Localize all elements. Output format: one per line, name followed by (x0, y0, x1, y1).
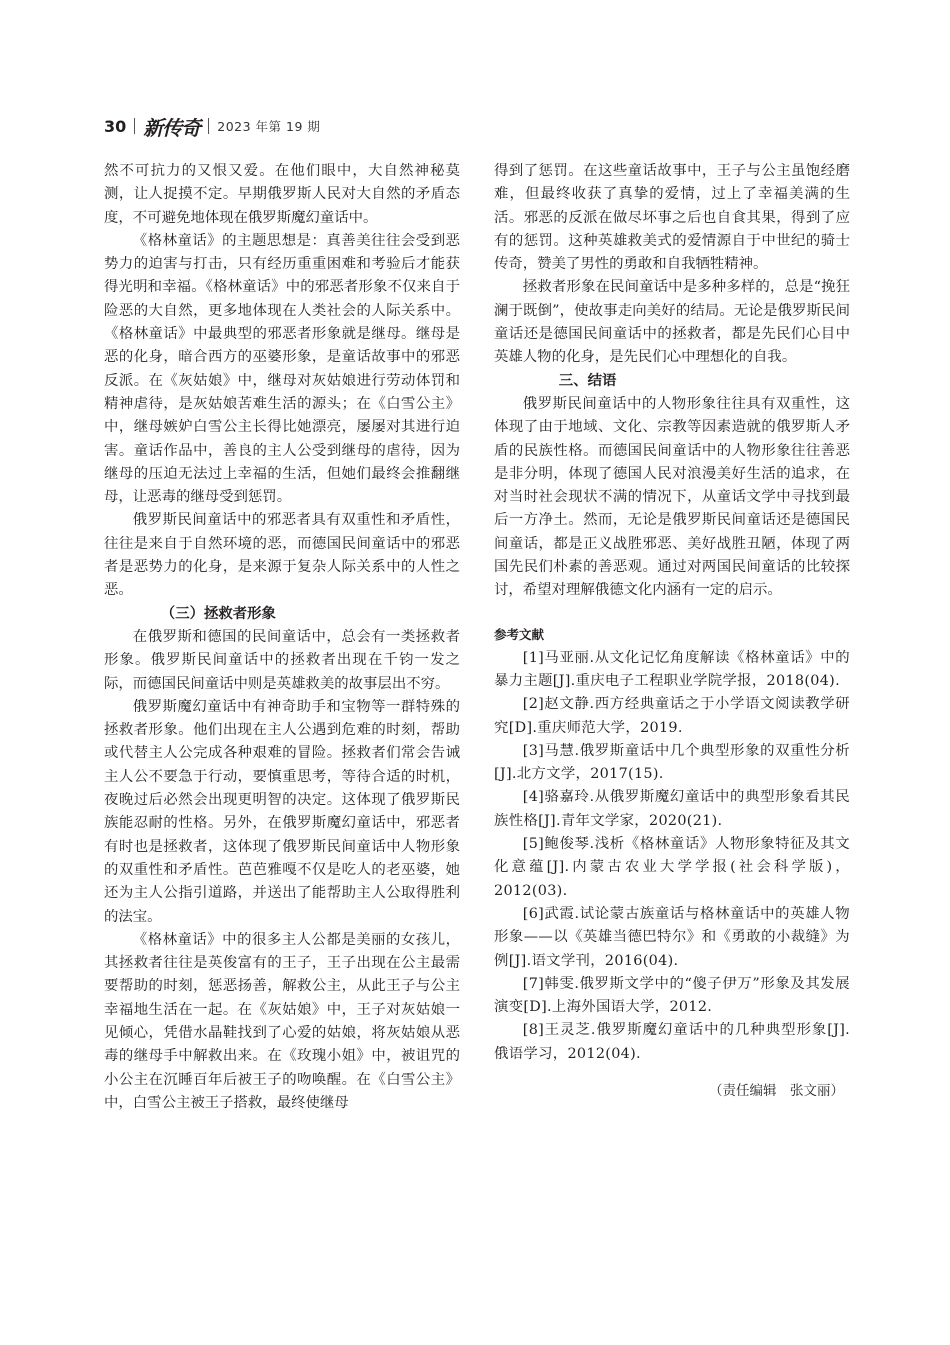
body-paragraph: 《格林童话》的主题思想是：真善美往往会受到恶势力的迫害与打击，只有经历重重困难和考验后才能获得光明和幸福。《格林童话》中的邪恶者形象不仅来自于险恶的大自然，更多地体现在人类社会的人际关系中。《格林童话》中最典型的邪恶者形象就是继母。继母是恶的化身，暗合西方的巫婆形象，是童话故事中的邪恶反派。在《灰姑娘》中，继母对灰姑娘进行劳动体罚和精神虐待，是灰姑娘苦难生活的源头；在《白雪公主》中，继母嫉妒白雪公主长得比她漂亮，屡屡对其进行迫害。童话作品中，善良的主人公受到继母的虐待，因为继母的压迫无法过上幸福的生活，但她们最终会推翻继母，让恶毒的继母受到惩罚。 (104, 232, 460, 506)
page-header (104, 111, 320, 141)
reference-item: [1]马亚丽.从文化记忆角度解读《格林童话》中的暴力主题[J].重庆电子工程职业学院学报，2018(04). (494, 649, 850, 689)
issue-label: 2023 年第 19 期 (217, 119, 321, 134)
body-paragraph: 俄罗斯魔幻童话中有神奇助手和宝物等一群特殊的拯救者形象。他们出现在主人公遇到危难的时刻，帮助或代替主人公完成各种艰难的冒险。拯救者们常会告诫主人公不要急于行动，要慎重思考，等待合适的时机，夜晚过后必然会出现更明智的决定。这体现了俄罗斯民族能忍耐的性格。另外，在俄罗斯魔幻童话中，邪恶者有时也是拯救者，这体现了俄罗斯民间童话中人物形象的双重性和矛盾性。芭芭雅嘎不仅是吃人的老巫婆，她还为主人公指引道路，并送出了能帮助主人公取得胜利的法宝。 (104, 698, 460, 925)
body-paragraph: 俄罗斯民间童话中的人物形象往往具有双重性，这体现了由于地域、文化、宗教等因素造就的俄罗斯人矛盾的民族性格。而德国民间童话中的人物形象往往善恶是非分明，体现了德国人民对浪漫美好生活的追求，在对当时社会现状不满的情况下，从童话文学中寻找到最后一方净土。然而，无论是俄罗斯民间童话还是德国民间童话，都是正义战胜邪恶、美好战胜丑陋，体现了两国先民们朴素的善恶观。通过对两国民间童话的比较探讨，希望对理解俄德文化内涵有一定的启示。 (494, 395, 850, 599)
reference-item: [8]王灵芝.俄罗斯魔幻童话中的几种典型形象[J].俄语学习，2012(04). (494, 1022, 850, 1062)
body-paragraph: 在俄罗斯和德国的民间童话中，总会有一类拯救者形象。俄罗斯民间童话中的拯救者出现在千钧一发之际，而德国民间童话中则是英雄救美的故事层出不穷。 (104, 628, 460, 692)
body-paragraph: 拯救者形象在民间童话中是多种多样的，总是“挽狂澜于既倒”，使故事走向美好的结局。无论是俄罗斯民间童话还是德国民间童话中的拯救者，都是先民们心目中英雄人物的化身，是先民们心中理想化的自我。 (494, 279, 850, 366)
body-paragraph: 《格林童话》中的很多主人公都是美丽的女孩儿，其拯救者往往是英俊富有的王子，王子出现在公主最需要帮助的时刻，惩恶扬善，解救公主，从此王子与公主幸福地生活在一起。在《灰姑娘》中，王子对灰姑娘一见倾心，凭借水晶鞋找到了心爱的姑娘，将灰姑娘从恶毒的继母手中解救出来。在《玫瑰小姐》中，被诅咒的小公主在沉睡百年后被王子的吻唤醒。在《白雪公主》中，白雪公主被王子搭救，最终使继母 (104, 931, 460, 1111)
body-paragraph: 俄罗斯民间童话中的邪恶者具有双重性和矛盾性，往往是来自于自然环境的恶，而德国民间童话中的邪恶者是恶势力的化身，是来源于复杂人际关系中的人性之恶。 (104, 512, 460, 599)
left-column (104, 160, 460, 1115)
magazine-logo: 新传奇 (143, 115, 201, 140)
reference-item: [6]武霞.试论蒙古族童话与格林童话中的英雄人物形象——以《英雄当德巴特尔》和《勇敢的小裁缝》为例[J].语文学刊，2016(04). (494, 905, 850, 969)
right-column (494, 160, 850, 1102)
header-divider (134, 118, 135, 134)
page-number: 30 (104, 116, 127, 136)
section-heading: 三、结语 (558, 372, 617, 389)
body-paragraph: 然不可抗力的又恨又爱。在他们眼中，大自然神秘莫测，让人捉摸不定。早期俄罗斯人民对大自然的矛盾态度，不可避免地体现在俄罗斯魔幻童话中。 (104, 163, 460, 226)
responsible-editor: （责任编辑 张文丽） (709, 1082, 844, 1099)
reference-list (494, 647, 850, 1066)
body-paragraph: 得到了惩罚。在这些童话故事中，王子与公主虽饱经磨难，但最终收获了真挚的爱情，过上了幸福美满的生活。邪恶的反派在做尽坏事之后也自食其果，得到了应有的惩罚。这种英雄救美式的爱情源自于中世纪的骑士传奇，赞美了男性的勇敢和自我牺牲精神。 (494, 163, 850, 273)
reference-item: [4]骆嘉玲.从俄罗斯魔幻童话中的典型形象看其民族性格[J].青年文学家，2020(21). (494, 789, 850, 829)
reference-item: [2]赵文静.西方经典童话之于小学语文阅读教学研究[D].重庆师范大学，2019. (494, 696, 850, 736)
reference-item: [5]鲍俊琴.浅析《格林童话》人物形象特征及其文化意蕴[J].内蒙古农业大学学报(社会科学版)，2012(03). (494, 836, 850, 899)
subsection-heading: （三）拯救者形象 (160, 605, 276, 622)
reference-item: [3]马慧.俄罗斯童话中几个典型形象的双重性分析[J].北方文学，2017(15). (494, 742, 850, 783)
header-divider (208, 118, 209, 134)
reference-item: [7]韩雯.俄罗斯文学中的“傻子伊万”形象及其发展演变[D].上海外国语大学，2012. (494, 975, 850, 1016)
references-title: 参考文献 (494, 626, 545, 642)
